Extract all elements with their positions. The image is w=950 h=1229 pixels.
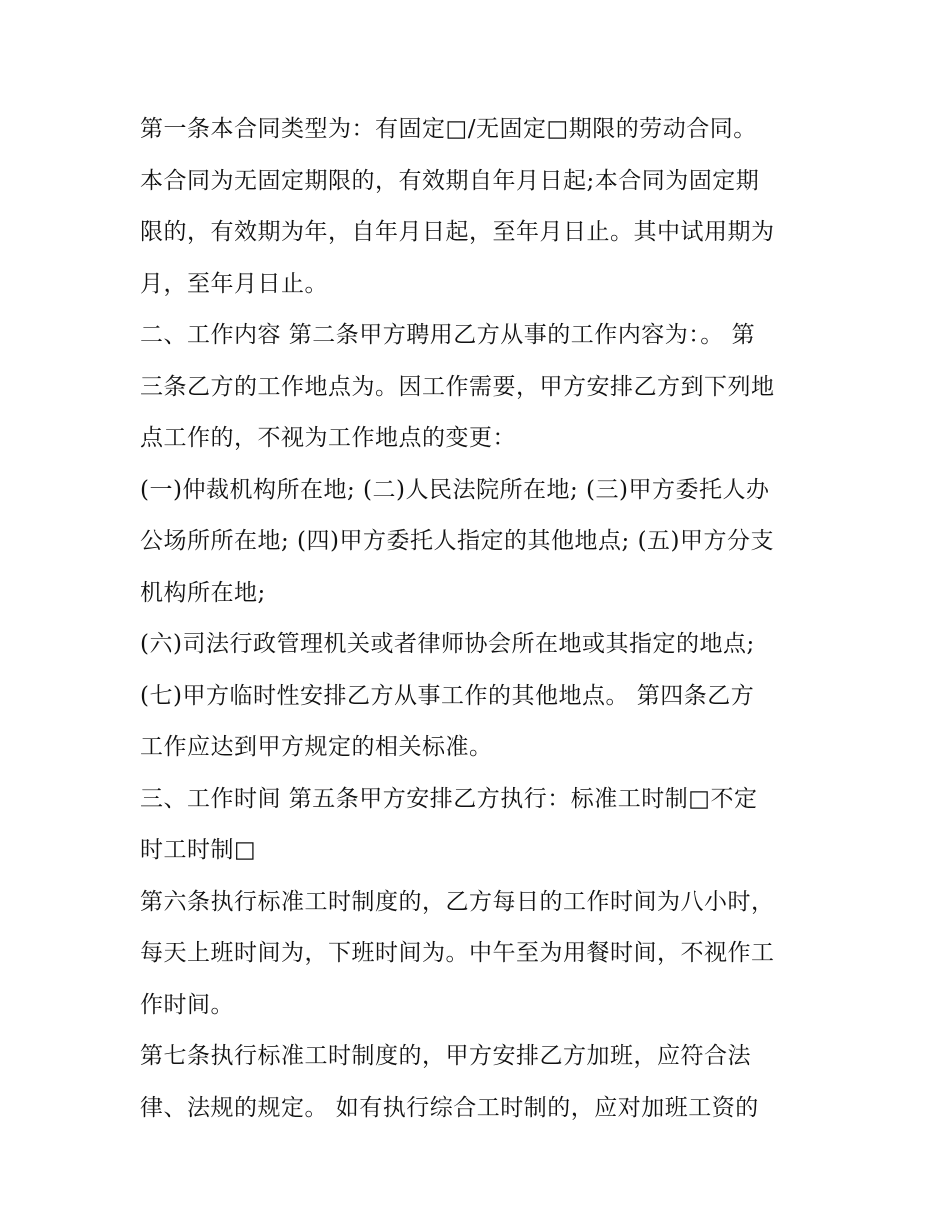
text-line: 时工时制□ xyxy=(140,837,257,863)
text-line: (七)甲方临时性安排乙方从事工作的其他地点。 第四条乙方 xyxy=(140,682,755,709)
text-line: 三、工作时间 第五条甲方安排乙方执行：标准工时制□不定 xyxy=(140,785,758,812)
text-line: 第一条本合同类型为：有固定□/无固定□期限的劳动合同。 xyxy=(140,116,757,142)
text-line: 月，至年月日止。 xyxy=(140,270,328,297)
text-line: 每天上班时间为，下班时间为。中午至为用餐时间，不视作工 xyxy=(140,940,775,966)
text-line: 第七条执行标准工时制度的，甲方安排乙方加班，应符合法 xyxy=(140,1043,751,1069)
text-line: 作时间。 xyxy=(140,991,234,1018)
text-line: 限的，有效期为年，自年月日起，至年月日止。其中试用期为 xyxy=(140,219,775,245)
text-line: 律、法规的规定。 如有执行综合工时制的，应对加班工资的 xyxy=(140,1094,759,1121)
text-line: 第六条执行标准工时制度的，乙方每日的工作时间为八小时， xyxy=(140,888,775,915)
text-line: 本合同为无固定期限的，有效期自年月日起;本合同为固定期 xyxy=(140,167,760,194)
text-line: 二、工作内容 第二条甲方聘用乙方从事的工作内容为：。 第 xyxy=(140,322,756,348)
contract-body-text xyxy=(140,104,820,1134)
text-line: 机构所在地; xyxy=(140,579,266,606)
text-line: 工作应达到甲方规定的相关标准。 xyxy=(140,734,493,760)
text-line: 点工作的，不视为工作地点的变更： xyxy=(140,425,516,451)
text-line: (一)仲裁机构所在地; (二)人民法院所在地; (三)甲方委托人办 xyxy=(140,476,770,503)
text-line: 公场所所在地; (四)甲方委托人指定的其他地点; (五)甲方分支 xyxy=(140,528,775,554)
text-line: 三条乙方的工作地点为。因工作需要，甲方安排乙方到下列地 xyxy=(140,373,775,400)
text-line: (六)司法行政管理机关或者律师协会所在地或其指定的地点; xyxy=(140,631,755,657)
